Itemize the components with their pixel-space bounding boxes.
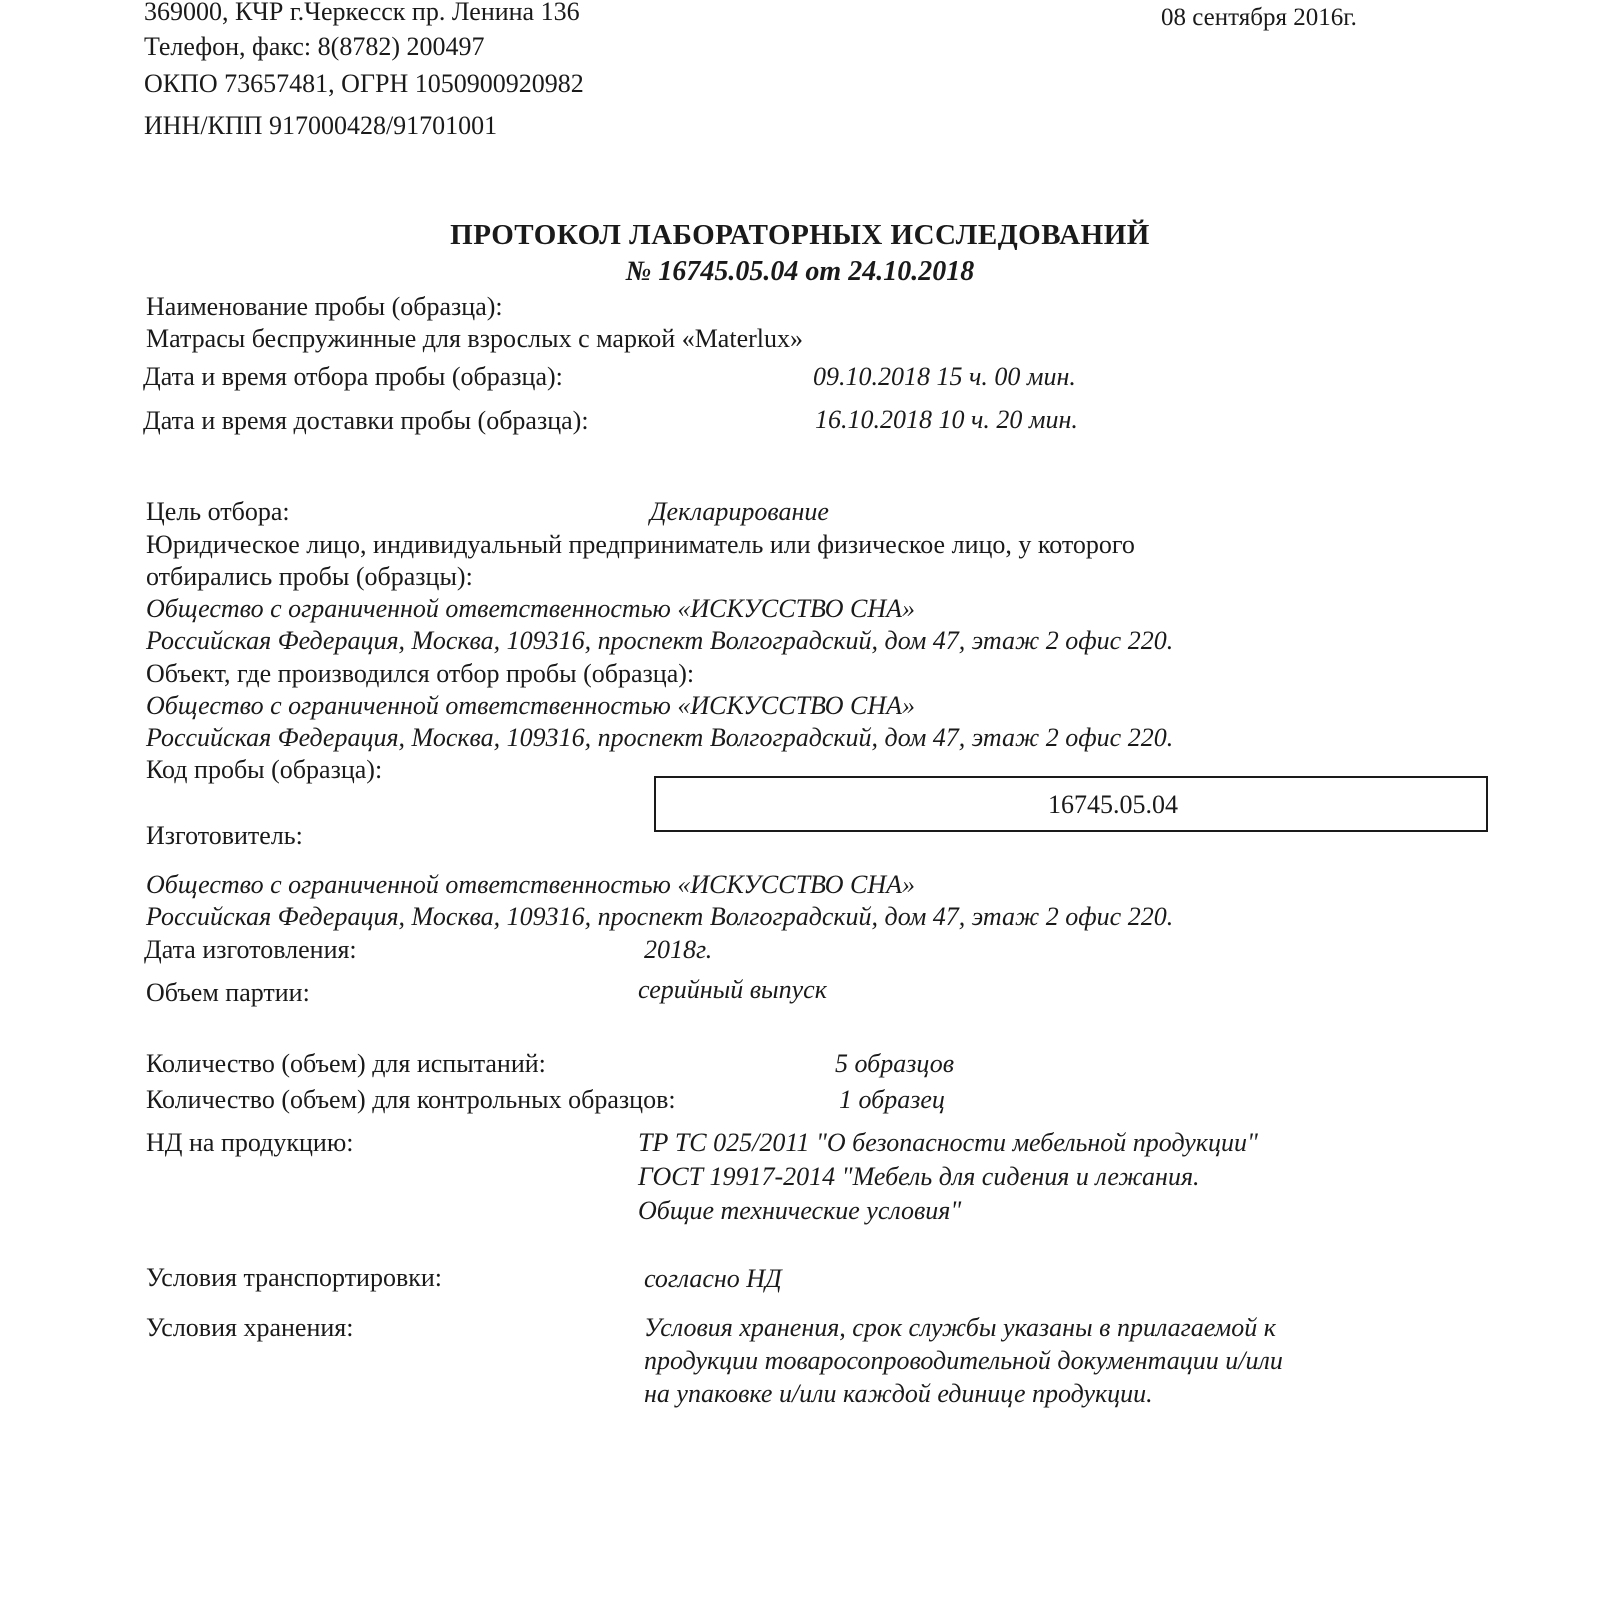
delivery-date-value: 16.10.2018 10 ч. 20 мин.	[815, 405, 1078, 434]
header-address: 369000, КЧР г.Черкесск пр. Ленина 136	[144, 0, 580, 26]
sample-code-label: Код пробы (образца):	[146, 755, 383, 784]
manufacturer-company: Общество с ограниченной ответственностью «ИСКУССТВО СНА»	[146, 870, 915, 899]
header-date: 08 сентября 2016г.	[1161, 4, 1357, 31]
header-okpo: ОКПО 73657481, ОГРН 1050900920982	[144, 69, 584, 98]
legal-entity-label-line2: отбирались пробы (образцы):	[146, 562, 473, 591]
protocol-number: № 16745.05.04 от 24.10.2018	[625, 256, 975, 287]
transport-label: Условия транспортировки:	[146, 1263, 443, 1292]
legal-entity-address: Российская Федерация, Москва, 109316, проспект Волгоградский, дом 47, этаж 2 офис 220.	[146, 626, 1174, 655]
storage-line-2: продукции товаросопроводительной документации и/или	[644, 1346, 1283, 1375]
nd-line-1: ТР ТС 025/2011 "О безопасности мебельной продукции"	[638, 1128, 1258, 1157]
storage-label: Условия хранения:	[146, 1313, 354, 1342]
legal-entity-company: Общество с ограниченной ответственностью «ИСКУССТВО СНА»	[146, 594, 915, 623]
batch-volume-value: серийный выпуск	[638, 975, 827, 1004]
site-label: Объект, где производился отбор пробы (образца):	[146, 659, 695, 688]
site-address: Российская Федерация, Москва, 109316, проспект Волгоградский, дом 47, этаж 2 офис 220.	[146, 723, 1174, 752]
legal-entity-label-line1: Юридическое лицо, индивидуальный предприниматель или физическое лицо, у которого	[146, 530, 1135, 559]
sample-code-box	[654, 776, 1488, 832]
sample-name-value: Матрасы беспружинные для взрослых с маркой «Materlux»	[146, 324, 803, 353]
storage-line-3: на упаковке и/или каждой единице продукции.	[644, 1379, 1153, 1408]
sample-code-value: 16745.05.04	[1048, 790, 1178, 819]
sampling-date-label: Дата и время отбора пробы (образца):	[143, 362, 563, 391]
purpose-label: Цель отбора:	[146, 497, 290, 526]
purpose-value: Декларирование	[650, 497, 829, 526]
manufacturer-address: Российская Федерация, Москва, 109316, проспект Волгоградский, дом 47, этаж 2 офис 220.	[146, 902, 1174, 931]
nd-line-2: ГОСТ 19917-2014 "Мебель для сидения и лежания.	[638, 1162, 1200, 1191]
storage-line-1: Условия хранения, срок службы указаны в прилагаемой к	[644, 1313, 1276, 1342]
batch-volume-label: Объем партии:	[146, 978, 310, 1007]
manufacturer-label: Изготовитель:	[146, 821, 303, 850]
production-date-value: 2018г.	[644, 935, 713, 964]
production-date-label: Дата изготовления:	[144, 935, 357, 964]
protocol-title: ПРОТОКОЛ ЛАБОРАТОРНЫХ ИССЛЕДОВАНИЙ	[450, 219, 1150, 251]
transport-value: согласно НД	[644, 1264, 782, 1293]
test-quantity-label: Количество (объем) для испытаний:	[146, 1049, 546, 1078]
sampling-date-value: 09.10.2018 15 ч. 00 мин.	[813, 362, 1076, 391]
sample-name-label: Наименование пробы (образца):	[146, 292, 503, 321]
control-quantity-label: Количество (объем) для контрольных образцов:	[146, 1085, 676, 1114]
header-phone: Телефон, факс: 8(8782) 200497	[144, 32, 485, 61]
nd-line-3: Общие технические условия"	[638, 1196, 962, 1225]
nd-label: НД на продукцию:	[146, 1128, 354, 1157]
test-quantity-value: 5 образцов	[835, 1049, 954, 1078]
delivery-date-label: Дата и время доставки пробы (образца):	[143, 406, 589, 435]
header-inn: ИНН/КПП 917000428/91701001	[144, 111, 498, 140]
control-quantity-value: 1 образец	[839, 1085, 945, 1114]
site-company: Общество с ограниченной ответственностью «ИСКУССТВО СНА»	[146, 691, 915, 720]
